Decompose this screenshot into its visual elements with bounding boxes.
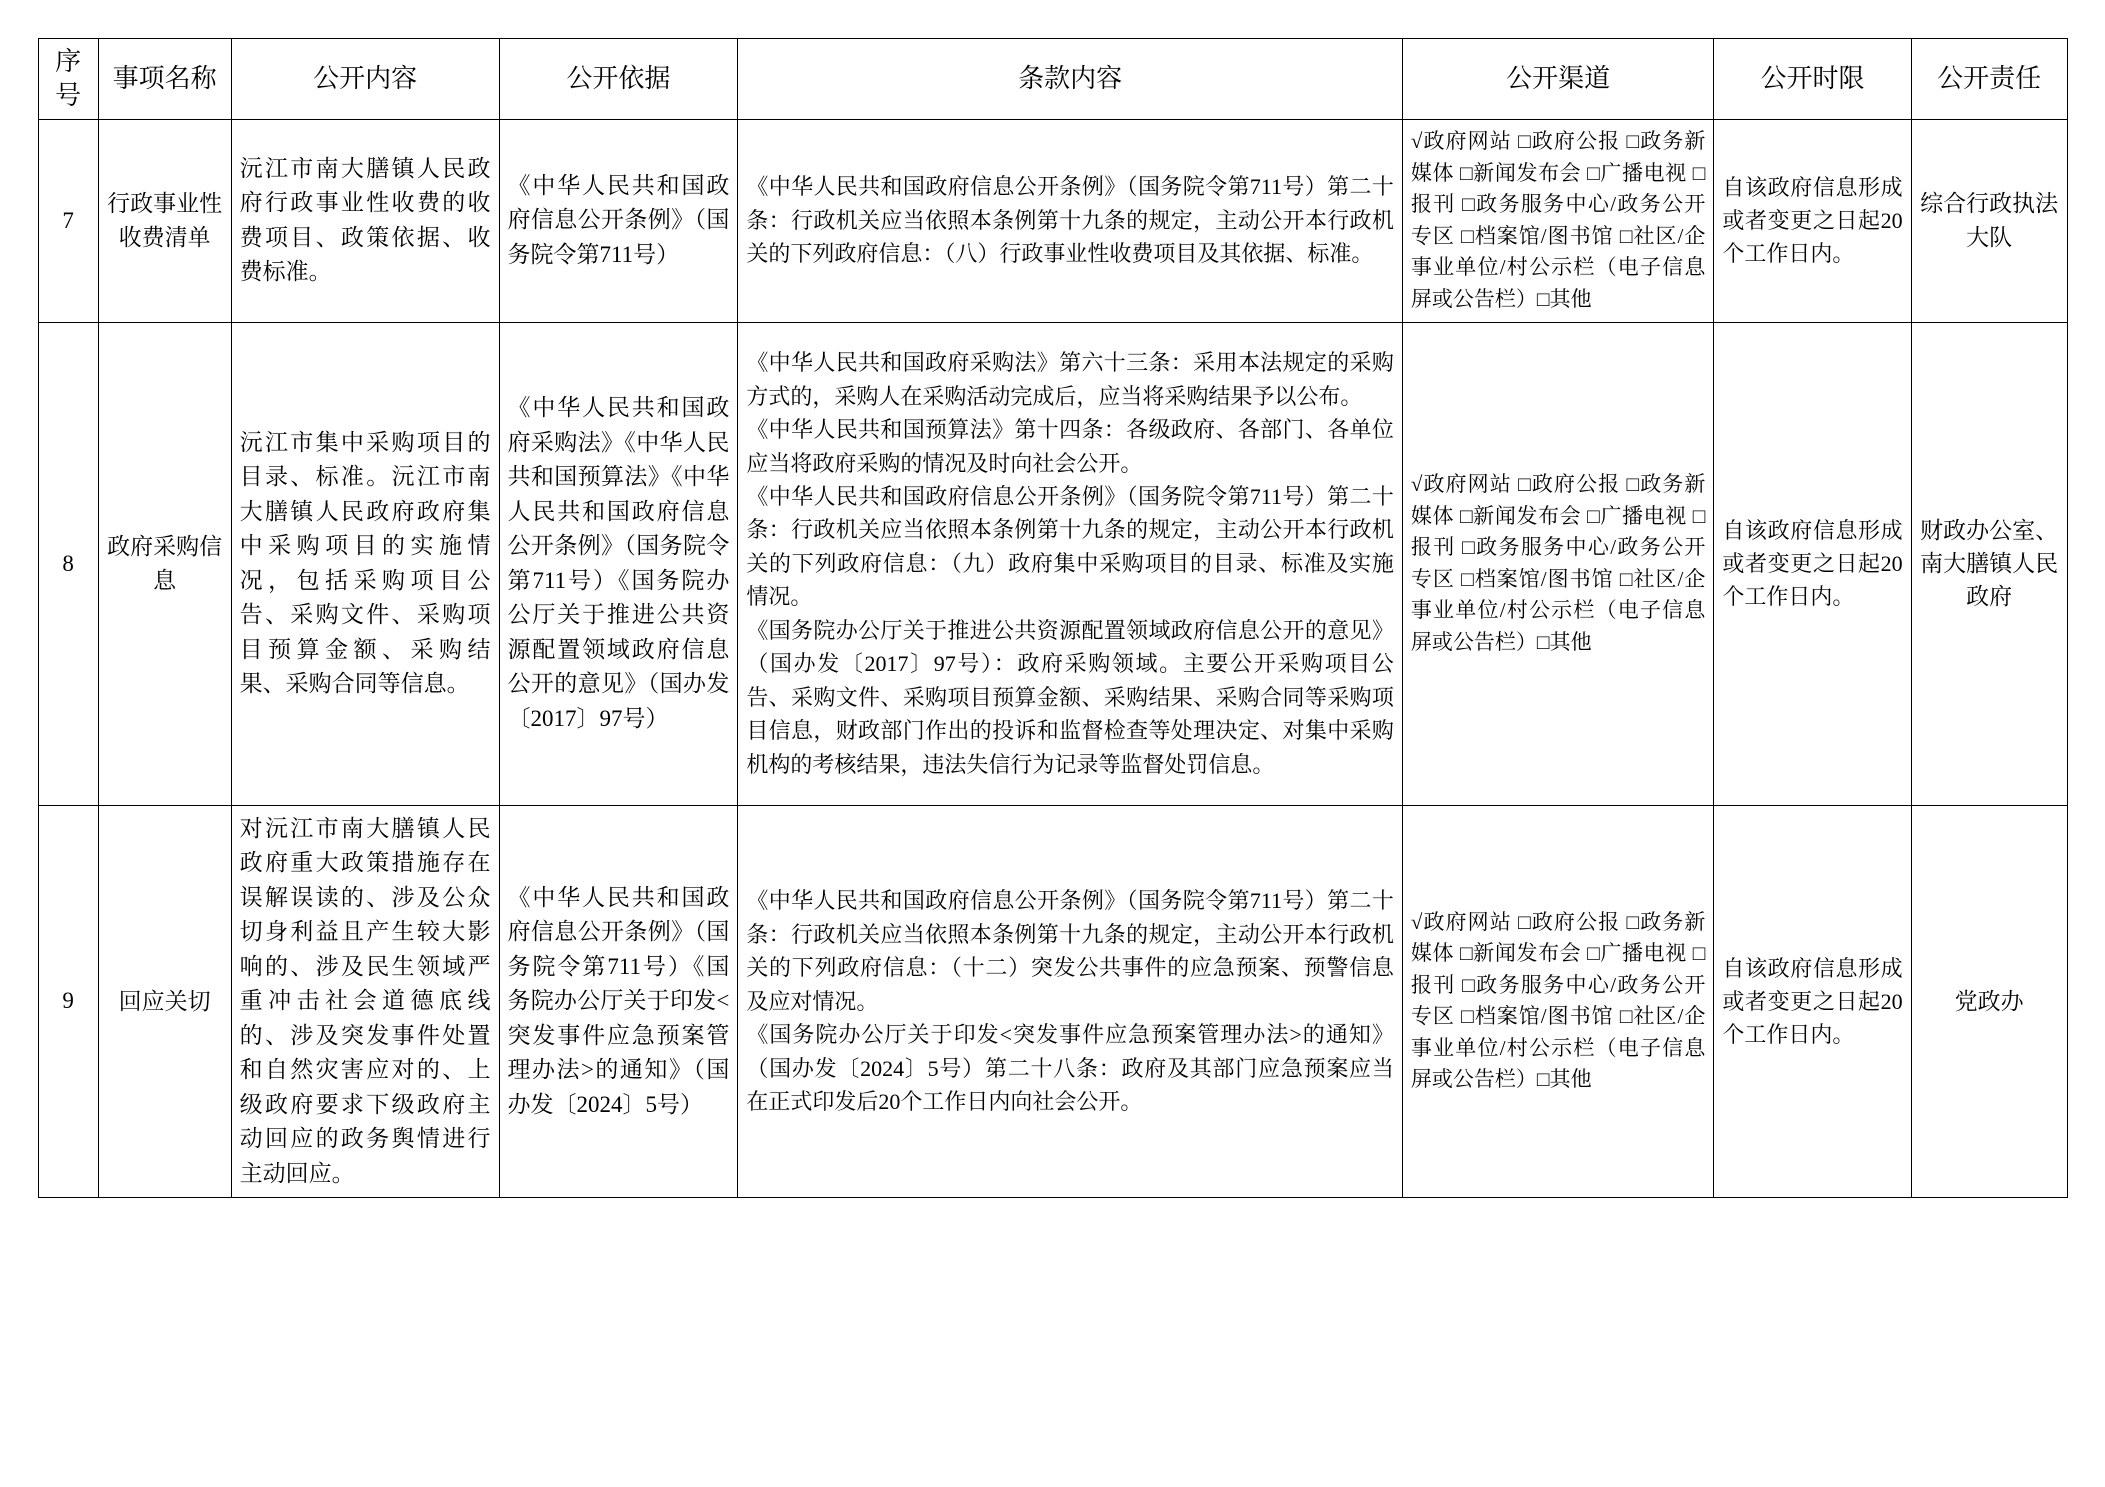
column-header-basis: 公开依据 (499, 39, 738, 120)
cell-disclosure-duty: 综合行政执法大队 (1911, 119, 2067, 322)
cell-disclosure-content: 对沅江市南大膳镇人民政府重大政策措施存在误解误读的、涉及公众切身利益且产生较大影响的、涉及民生领域严重冲击社会道德底线的、涉及突发事件处置和自然灾害应对的、上级政府要求下级政府主动回应的政务舆情进行主动回应。 (231, 805, 499, 1198)
table-row (38, 805, 2067, 1198)
cell-seq: 9 (38, 805, 98, 1198)
cell-item-name: 行政事业性收费清单 (98, 119, 231, 322)
cell-disclosure-duty: 财政办公室、南大膳镇人民政府 (1911, 322, 2067, 805)
cell-item-name: 回应关切 (98, 805, 231, 1198)
cell-clause-content: 《中华人民共和国政府采购法》第六十三条：采用本法规定的采购方式的，采购人在采购活动完成后，应当将采购结果予以公布。 《中华人民共和国预算法》第十四条：各级政府、各部门、各单位应当将政府采购的情况及时向社会公开。 《中华人民共和国政府信息公开条例》（国务院令第711号）第二十条：行政机关应当依照本条例第十九条的规定，主动公开本行政机关的下列政府信息：（九）政府集中采购项目的目录、标准及实施情况。 《国务院办公厅关于推进公共资源配置领域政府信息公开的意见》（国办发〔2017〕97号）：政府采购领域。主要公开采购项目公告、采购文件、采购项目预算金额、采购结果、采购合同等采购项目信息，财政部门作出的投诉和监督检查等处理决定、对集中采购机构的考核结果，违法失信行为记录等监督处罚信息。 (738, 322, 1403, 805)
cell-disclosure-duty: 党政办 (1911, 805, 2067, 1198)
column-header-seq: 序号 (38, 39, 98, 120)
column-header-content: 公开内容 (231, 39, 499, 120)
column-header-limit: 公开时限 (1714, 39, 1911, 120)
cell-disclosure-limit: 自该政府信息形成或者变更之日起20个工作日内。 (1714, 119, 1911, 322)
cell-disclosure-channel: √政府网站 □政府公报 □政务新媒体 □新闻发布会 □广播电视 □报刊 □政务服务中心/政务公开专区 □档案馆/图书馆 □社区/企事业单位/村公示栏（电子信息屏或公告栏）□其他 (1402, 119, 1714, 322)
cell-disclosure-content: 沅江市集中采购项目的目录、标准。沅江市南大膳镇人民政府政府集中采购项目的实施情况，包括采购项目公告、采购文件、采购项目预算金额、采购结果、采购合同等信息。 (231, 322, 499, 805)
cell-disclosure-content: 沅江市南大膳镇人民政府行政事业性收费的收费项目、政策依据、收费标准。 (231, 119, 499, 322)
disclosure-table (38, 38, 2068, 1198)
table-row (38, 119, 2067, 322)
column-header-channel: 公开渠道 (1402, 39, 1714, 120)
cell-disclosure-basis: 《中华人民共和国政府信息公开条例》（国务院令第711号）《国务院办公厅关于印发<突发事件应急预案管理办法>的通知》（国办发〔2024〕5号） (499, 805, 738, 1198)
cell-disclosure-limit: 自该政府信息形成或者变更之日起20个工作日内。 (1714, 322, 1911, 805)
table-header-row (38, 39, 2067, 120)
cell-item-name: 政府采购信息 (98, 322, 231, 805)
cell-seq: 7 (38, 119, 98, 322)
cell-disclosure-basis: 《中华人民共和国政府信息公开条例》（国务院令第711号） (499, 119, 738, 322)
column-header-clause: 条款内容 (738, 39, 1403, 120)
table-body (38, 119, 2067, 1198)
column-header-name: 事项名称 (98, 39, 231, 120)
cell-disclosure-channel: √政府网站 □政府公报 □政务新媒体 □新闻发布会 □广播电视 □报刊 □政务服务中心/政务公开专区 □档案馆/图书馆 □社区/企事业单位/村公示栏（电子信息屏或公告栏）□其他 (1402, 805, 1714, 1198)
cell-disclosure-limit: 自该政府信息形成或者变更之日起20个工作日内。 (1714, 805, 1911, 1198)
table-header (38, 39, 2067, 120)
cell-disclosure-basis: 《中华人民共和国政府采购法》《中华人民共和国预算法》《中华人民共和国政府信息公开条例》（国务院令第711号）《国务院办公厅关于推进公共资源配置领域政府信息公开的意见》（国办发〔2017〕97号） (499, 322, 738, 805)
cell-clause-content: 《中华人民共和国政府信息公开条例》（国务院令第711号）第二十条：行政机关应当依照本条例第十九条的规定，主动公开本行政机关的下列政府信息：（十二）突发公共事件的应急预案、预警信息及应对情况。 《国务院办公厅关于印发<突发事件应急预案管理办法>的通知》（国办发〔2024〕5号）第二十八条：政府及其部门应急预案应当在正式印发后20个工作日内向社会公开。 (738, 805, 1403, 1198)
table-row (38, 322, 2067, 805)
column-header-duty: 公开责任 (1911, 39, 2067, 120)
cell-seq: 8 (38, 322, 98, 805)
cell-disclosure-channel: √政府网站 □政府公报 □政务新媒体 □新闻发布会 □广播电视 □报刊 □政务服务中心/政务公开专区 □档案馆/图书馆 □社区/企事业单位/村公示栏（电子信息屏或公告栏）□其他 (1402, 322, 1714, 805)
cell-clause-content: 《中华人民共和国政府信息公开条例》（国务院令第711号）第二十条：行政机关应当依照本条例第十九条的规定，主动公开本行政机关的下列政府信息：（八）行政事业性收费项目及其依据、标准。 (738, 119, 1403, 322)
